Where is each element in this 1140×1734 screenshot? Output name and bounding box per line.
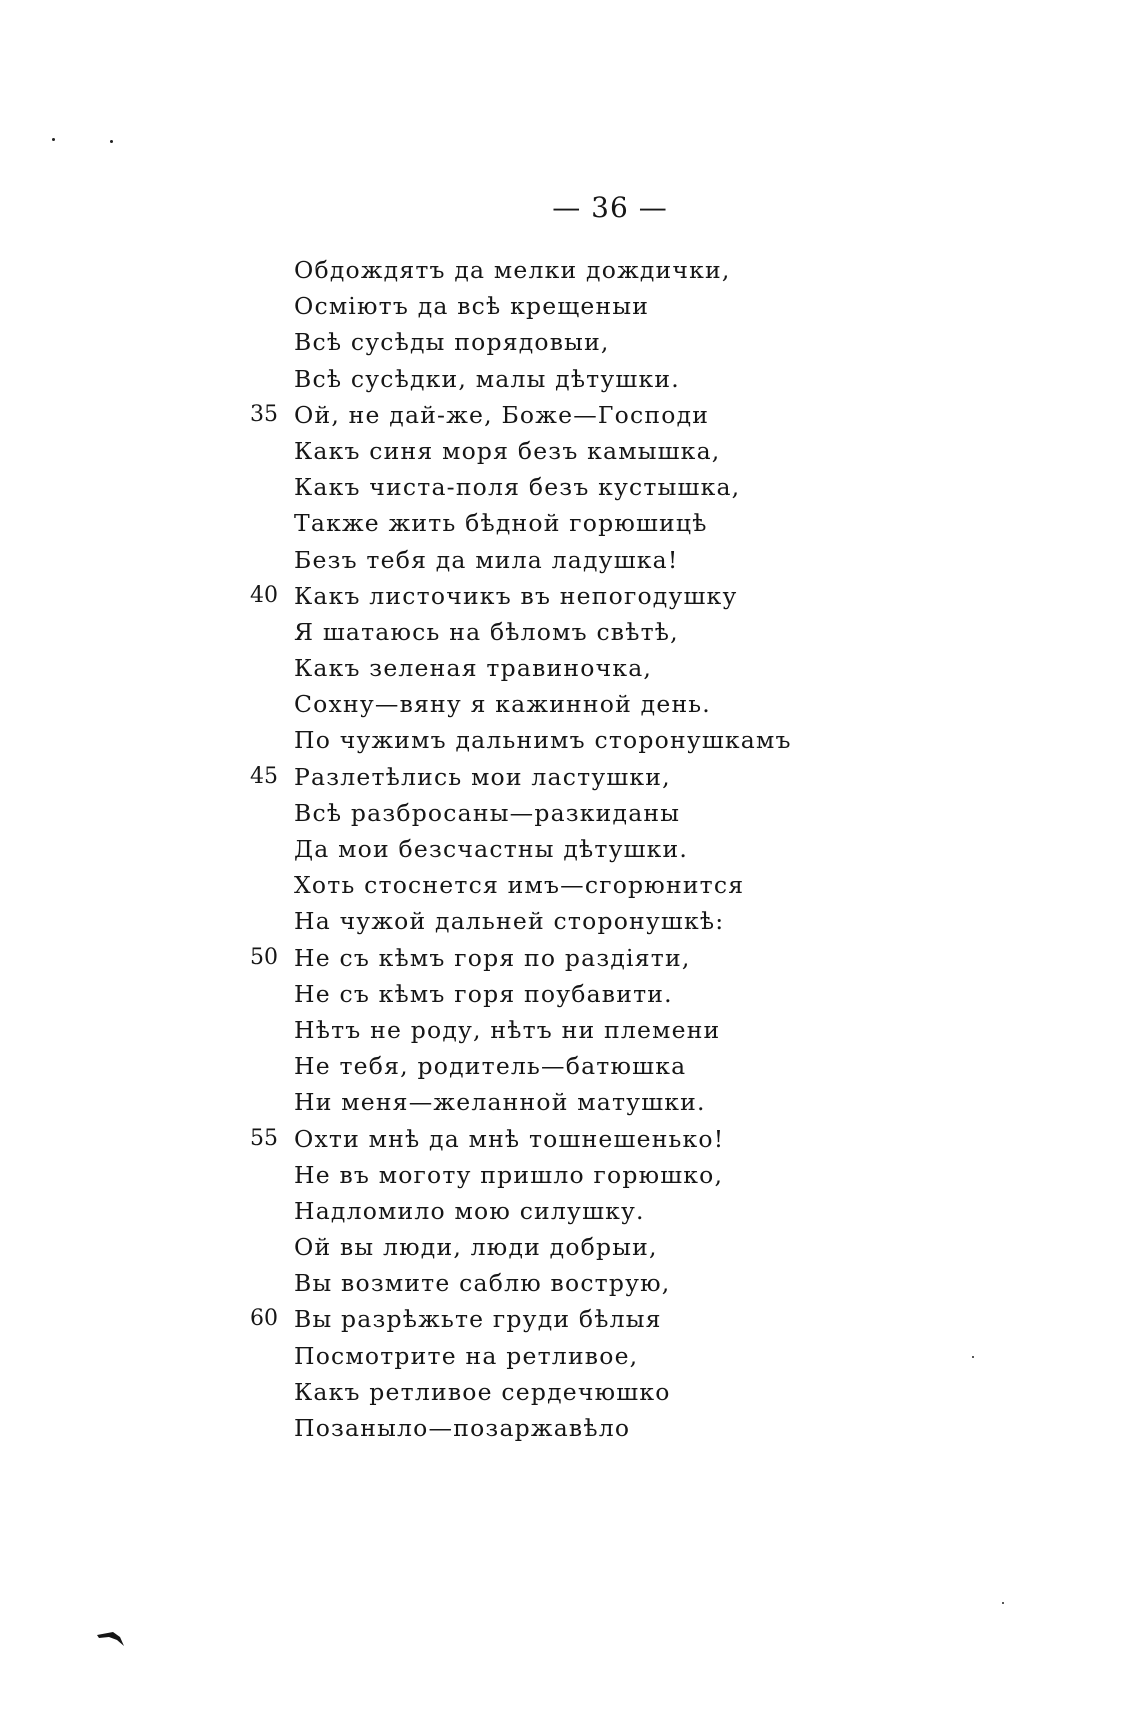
verse-line	[0, 1410, 1140, 1446]
verse-text: Осміютъ да всѣ крещеныи	[294, 292, 650, 321]
verse-text: Какъ синя моря безъ камышка,	[294, 436, 721, 465]
scan-speck	[1002, 1602, 1004, 1604]
page-number: — 36 —	[552, 191, 668, 224]
verse-line	[0, 288, 1140, 324]
verse-text: Посмотрите на ретливое,	[294, 1341, 639, 1370]
poem-text	[0, 252, 1140, 1446]
verse-line	[0, 542, 1140, 578]
verse-line	[0, 433, 1140, 469]
verse-line	[0, 1374, 1140, 1410]
verse-text: Охти мнѣ да мнѣ тошнешенько!	[294, 1124, 725, 1153]
verse-line	[0, 324, 1140, 360]
verse-text: Не тебя, родитель—батюшка	[294, 1052, 687, 1081]
verse-text: Хоть стоснется имъ—сгорюнится	[294, 871, 745, 900]
verse-line	[0, 1338, 1140, 1374]
verse-text: Также жить бѣдной горюшицѣ	[294, 509, 708, 538]
verse-text: Всѣ сусѣды порядовыи,	[294, 328, 610, 357]
verse-text: Да мои безсчастны дѣтушки.	[294, 835, 689, 863]
verse-text: Какъ зеленая травиночка,	[294, 654, 653, 683]
verse-text: На чужой дальней сторонушкѣ:	[294, 907, 725, 936]
verse-line	[0, 1121, 1140, 1157]
verse-text: Я шатаюсь на бѣломъ свѣтѣ,	[294, 617, 679, 646]
verse-line	[0, 831, 1140, 867]
verse-line	[0, 397, 1140, 433]
verse-line	[0, 650, 1140, 686]
verse-line	[0, 614, 1140, 650]
verse-line	[0, 1084, 1140, 1120]
corner-ink-mark	[96, 1630, 126, 1648]
verse-text: Нѣтъ не роду, нѣтъ ни племени	[294, 1015, 721, 1044]
verse-line	[0, 903, 1140, 939]
verse-text: Позаныло—позаржавѣло	[294, 1414, 631, 1442]
verse-text: Какъ ретливое сердечюшко	[294, 1377, 671, 1406]
verse-line	[0, 1012, 1140, 1048]
line-number: 45	[250, 763, 278, 789]
verse-text: Не съ кѣмъ горя поубавити.	[294, 979, 673, 1008]
verse-line	[0, 1048, 1140, 1084]
verse-text: Какъ чиста-поля безъ кустышка,	[294, 473, 741, 502]
line-number: 35	[250, 401, 278, 427]
verse-text: Надломило мою силушку.	[294, 1196, 645, 1225]
verse-text: Разлетѣлись мои ластушки,	[294, 762, 671, 791]
verse-line	[0, 361, 1140, 397]
verse-line	[0, 722, 1140, 758]
verse-text: Не съ кѣмъ горя по раздіяти,	[294, 943, 691, 972]
verse-text: Ни меня—желанной матушки.	[294, 1088, 706, 1117]
verse-text: Безъ тебя да мила ладушка!	[294, 545, 679, 574]
verse-text: Всѣ сусѣдки, малы дѣтушки.	[294, 364, 680, 393]
verse-line	[0, 1265, 1140, 1301]
verse-text: Вы возмите саблю вострую,	[294, 1269, 671, 1298]
verse-line	[0, 759, 1140, 795]
verse-line	[0, 1301, 1140, 1337]
verse-line	[0, 867, 1140, 903]
verse-text: Вы разрѣжьте груди бѣлыя	[294, 1305, 662, 1334]
line-number: 60	[250, 1306, 278, 1332]
line-number: 55	[250, 1125, 278, 1151]
verse-line	[0, 505, 1140, 541]
verse-line	[0, 940, 1140, 976]
verse-line	[0, 686, 1140, 722]
verse-line	[0, 578, 1140, 614]
verse-text: Сохну—вяну я кажинной день.	[294, 690, 711, 719]
verse-line	[0, 795, 1140, 831]
verse-line	[0, 1157, 1140, 1193]
verse-text: Не въ моготу пришло горюшко,	[294, 1160, 724, 1189]
verse-line	[0, 469, 1140, 505]
verse-line	[0, 1229, 1140, 1265]
line-number: 50	[250, 944, 278, 970]
verse-text: Какъ листочикъ въ непогодушку	[294, 581, 738, 610]
verse-text: По чужимъ дальнимъ сторонушкамъ	[294, 726, 792, 755]
scan-speck	[110, 140, 113, 143]
verse-text: Ой вы люди, люди добрыи,	[294, 1233, 658, 1262]
verse-line	[0, 252, 1140, 288]
verse-text: Всѣ разбросаны—разкиданы	[294, 798, 681, 827]
verse-line	[0, 976, 1140, 1012]
verse-line	[0, 1193, 1140, 1229]
verse-text: Ой, не дай-же, Боже—Господи	[294, 400, 710, 429]
scan-speck	[52, 138, 55, 141]
line-number: 40	[250, 582, 278, 608]
verse-text: Обдождятъ да мелки дождички,	[294, 256, 731, 284]
